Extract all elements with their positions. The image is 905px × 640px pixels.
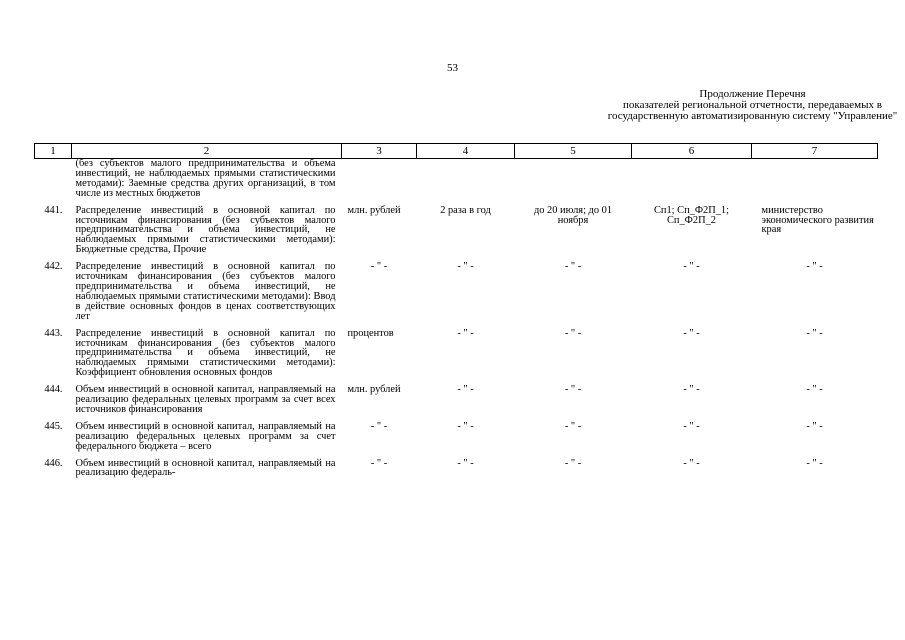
row-description: Объем инвестиций в основной капитал, направляемый на реализацию федераль-: [75, 457, 336, 479]
row-unit: млн. рублей: [347, 384, 401, 396]
column-header: 6: [632, 144, 752, 159]
column-header: 7: [752, 144, 878, 159]
table-row: [35, 206, 878, 263]
row-number: 443.: [44, 327, 63, 339]
row-frequency: [417, 159, 515, 206]
row-number: 446.: [44, 457, 63, 469]
caption-subtitle: показателей региональной отчетности, передаваемых в государственную автоматизированную систему "Управление": [607, 99, 898, 122]
row-deadline: - " -: [564, 327, 582, 339]
row-organization: министерство экономического развития края: [761, 204, 874, 236]
column-header: 4: [417, 144, 515, 159]
indicators-table: [34, 143, 878, 485]
column-header: 1: [35, 144, 72, 159]
row-number: 441.: [44, 204, 63, 216]
row-deadline: - " -: [564, 420, 582, 432]
row-deadline: - " -: [564, 261, 582, 273]
row-number: 444.: [44, 384, 63, 396]
row-deadline: [515, 159, 632, 206]
row-description: Объем инвестиций в основной капитал, направляемый на реализацию федеральных целевых программ за счет всех источников финансирования: [75, 384, 336, 415]
row-frequency: - " -: [457, 384, 474, 396]
row-organization: - " -: [806, 457, 823, 469]
row-number: 442.: [44, 261, 63, 273]
table-row: [35, 459, 878, 486]
column-number-row: [35, 144, 878, 159]
table-row: [35, 422, 878, 459]
caption-title: Продолжение Перечня: [699, 88, 806, 100]
row-unit: млн. рублей: [347, 204, 401, 216]
table-row: [35, 262, 878, 328]
row-organization: - " -: [806, 384, 823, 396]
table-row: [35, 159, 878, 206]
column-header: 3: [342, 144, 417, 159]
column-header: 5: [515, 144, 632, 159]
row-deadline: - " -: [564, 457, 582, 469]
row-organization: - " -: [806, 420, 823, 432]
row-form: - " -: [683, 420, 700, 432]
row-deadline: - " -: [564, 384, 582, 396]
row-number: [35, 159, 72, 206]
table-row: [35, 385, 878, 422]
row-organization: - " -: [806, 327, 823, 339]
table-caption: [600, 89, 905, 122]
page-number: 53: [447, 62, 458, 74]
row-description: Распределение инвестиций в основной капитал по источникам финансирования (без субъектов малого предпринимательства и объема инвестиций, не наблюдаемых прямыми статистическими методами): Коэффициент обновления основных фондов: [75, 327, 336, 379]
row-unit: - " -: [370, 457, 388, 469]
row-frequency: - " -: [457, 327, 474, 339]
row-description: Распределение инвестиций в основной капитал по источникам финансирования (без субъектов малого предпринимательства и объема инвестиций, не наблюдаемых прямыми статистическими методами): Ввод в действие основных фондов в ценах соответствующих лет: [75, 261, 336, 322]
row-form: - " -: [683, 384, 700, 396]
row-frequency: - " -: [457, 420, 474, 432]
row-frequency: - " -: [457, 261, 474, 273]
row-description: (без субъектов малого предпринимательства и объема инвестиций, не наблюдаемых прямыми статистическими методами): Заемные средства других организаций, в том числе из местных бюджетов: [75, 158, 336, 199]
table-row: [35, 329, 878, 386]
row-form: - " -: [683, 261, 700, 273]
row-organization: [752, 159, 878, 206]
row-deadline: до 20 июля; до 01 ноября: [533, 204, 613, 226]
row-description: Объем инвестиций в основной капитал, направляемый на реализацию федеральных целевых программ за счет федерального бюджета – всего: [75, 420, 336, 452]
row-organization: - " -: [806, 261, 823, 273]
column-header: 2: [72, 144, 342, 159]
row-unit: процентов: [347, 327, 394, 339]
row-unit: [342, 159, 417, 206]
row-description: Распределение инвестиций в основной капитал по источникам финансирования (без субъектов малого предпринимательства и объема инвестиций, не наблюдаемых прямыми статистическими методами): Бюджетные средства, Прочие: [75, 204, 336, 256]
row-frequency: 2 раза в год: [440, 204, 491, 216]
row-form: Сп1; Сп_Ф2П_1; Сп_Ф2П_2: [653, 204, 730, 226]
row-unit: - " -: [370, 420, 388, 432]
row-form: - " -: [683, 457, 700, 469]
row-form: [632, 159, 752, 206]
row-form: - " -: [683, 327, 700, 339]
row-unit: - " -: [370, 261, 388, 273]
row-frequency: - " -: [457, 457, 474, 469]
row-number: 445.: [44, 420, 63, 432]
